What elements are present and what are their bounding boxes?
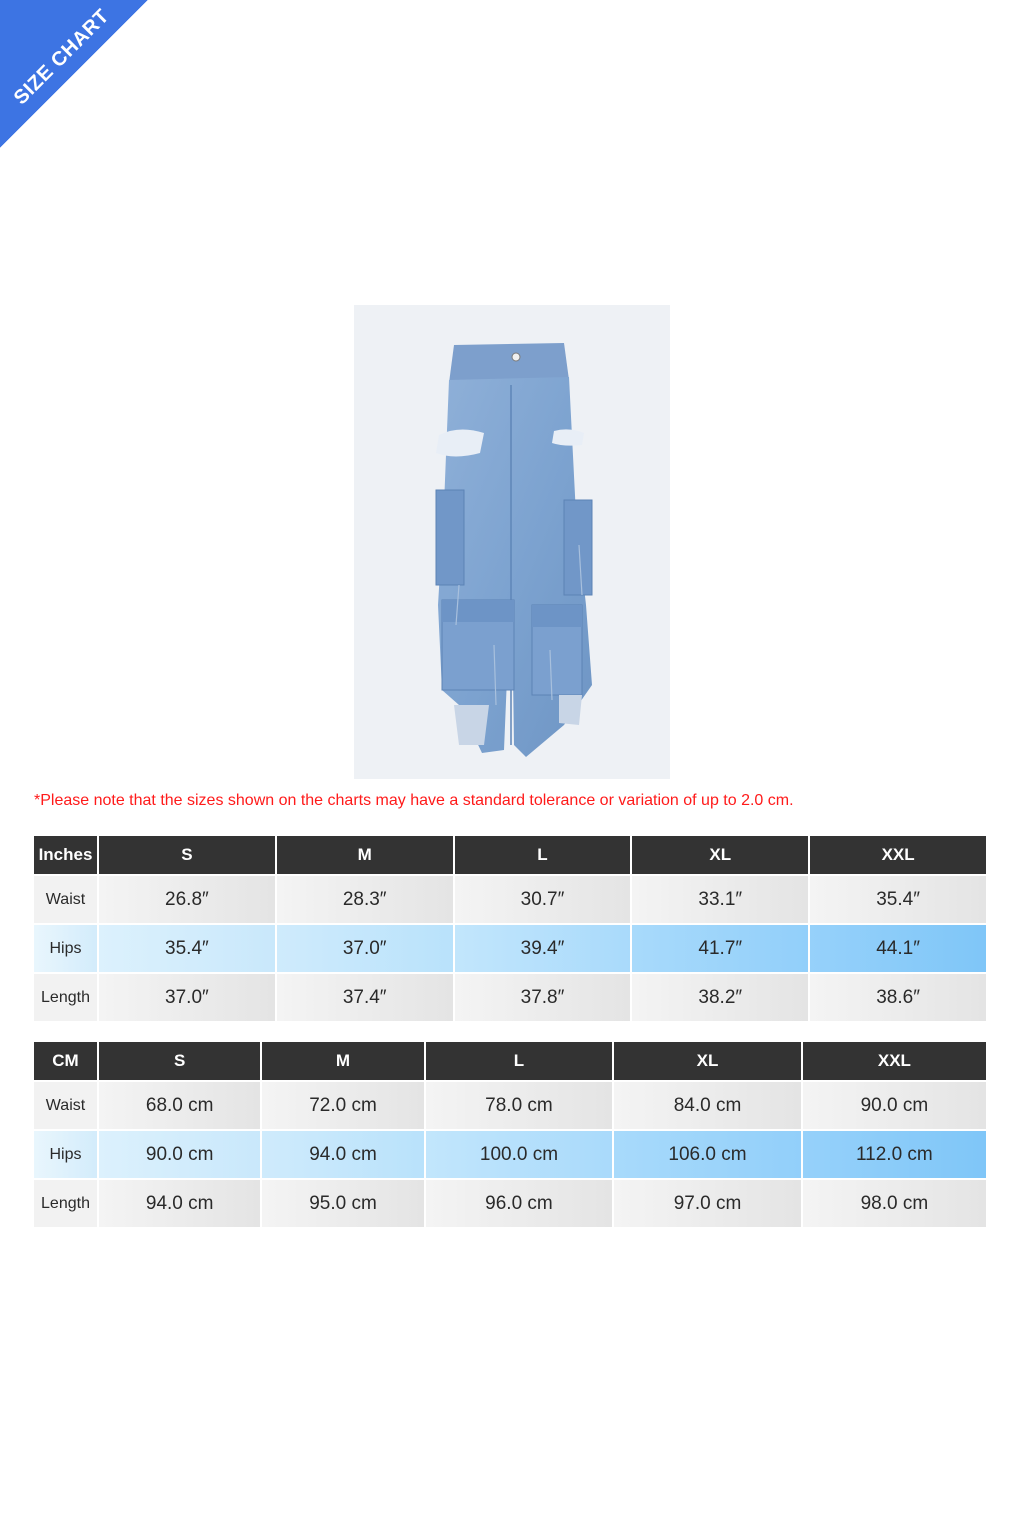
cell-value: 72.0 cm bbox=[262, 1082, 423, 1129]
row-label: Hips bbox=[34, 1131, 97, 1178]
table-row-hips bbox=[34, 925, 986, 972]
cell-value: 39.4″ bbox=[455, 925, 631, 972]
size-header-xl: XL bbox=[632, 836, 808, 874]
cell-value: 90.0 cm bbox=[803, 1082, 986, 1129]
cell-value: 35.4″ bbox=[810, 876, 986, 923]
product-image bbox=[354, 305, 670, 779]
cell-value: 112.0 cm bbox=[803, 1131, 986, 1178]
unit-header-inches: Inches bbox=[34, 836, 97, 874]
row-label: Waist bbox=[34, 1082, 97, 1129]
size-header-m: M bbox=[262, 1042, 423, 1080]
inches-size-table bbox=[32, 834, 988, 1023]
cm-header-row bbox=[34, 1042, 986, 1080]
size-header-xl: XL bbox=[614, 1042, 801, 1080]
cell-value: 78.0 cm bbox=[426, 1082, 613, 1129]
cell-value: 37.0″ bbox=[277, 925, 453, 972]
cell-value: 35.4″ bbox=[99, 925, 275, 972]
size-header-xxl: XXL bbox=[803, 1042, 986, 1080]
cell-value: 84.0 cm bbox=[614, 1082, 801, 1129]
table-row-hips bbox=[34, 1131, 986, 1178]
size-header-l: L bbox=[426, 1042, 613, 1080]
unit-header-cm: CM bbox=[34, 1042, 97, 1080]
row-label: Length bbox=[34, 974, 97, 1021]
cell-value: 100.0 cm bbox=[426, 1131, 613, 1178]
size-header-m: M bbox=[277, 836, 453, 874]
cell-value: 95.0 cm bbox=[262, 1180, 423, 1227]
cell-value: 26.8″ bbox=[99, 876, 275, 923]
cell-value: 38.6″ bbox=[810, 974, 986, 1021]
row-label: Length bbox=[34, 1180, 97, 1227]
table-row-waist bbox=[34, 1082, 986, 1129]
row-label: Hips bbox=[34, 925, 97, 972]
cell-value: 44.1″ bbox=[810, 925, 986, 972]
size-tolerance-note: *Please note that the sizes shown on the charts may have a standard tolerance or variation of up to 2.0 cm. bbox=[34, 792, 794, 809]
cell-value: 30.7″ bbox=[455, 876, 631, 923]
row-label: Waist bbox=[34, 876, 97, 923]
size-header-l: L bbox=[455, 836, 631, 874]
table-row-length bbox=[34, 1180, 986, 1227]
cell-value: 37.0″ bbox=[99, 974, 275, 1021]
cell-value: 98.0 cm bbox=[803, 1180, 986, 1227]
table-row-waist bbox=[34, 876, 986, 923]
size-chart-corner-banner bbox=[0, 0, 148, 148]
cell-value: 94.0 cm bbox=[262, 1131, 423, 1178]
cell-value: 37.4″ bbox=[277, 974, 453, 1021]
size-header-s: S bbox=[99, 836, 275, 874]
cm-size-table bbox=[32, 1040, 988, 1229]
cell-value: 33.1″ bbox=[632, 876, 808, 923]
cell-value: 41.7″ bbox=[632, 925, 808, 972]
inches-header-row bbox=[34, 836, 986, 874]
cell-value: 90.0 cm bbox=[99, 1131, 260, 1178]
cell-value: 96.0 cm bbox=[426, 1180, 613, 1227]
cell-value: 38.2″ bbox=[632, 974, 808, 1021]
table-row-length bbox=[34, 974, 986, 1021]
cell-value: 68.0 cm bbox=[99, 1082, 260, 1129]
size-header-xxl: XXL bbox=[810, 836, 986, 874]
denim-skirt-illustration bbox=[354, 305, 670, 779]
cell-value: 97.0 cm bbox=[614, 1180, 801, 1227]
size-header-s: S bbox=[99, 1042, 260, 1080]
cell-value: 28.3″ bbox=[277, 876, 453, 923]
size-chart-banner-label: SIZE CHART bbox=[9, 5, 114, 110]
cell-value: 94.0 cm bbox=[99, 1180, 260, 1227]
cell-value: 106.0 cm bbox=[614, 1131, 801, 1178]
cell-value: 37.8″ bbox=[455, 974, 631, 1021]
